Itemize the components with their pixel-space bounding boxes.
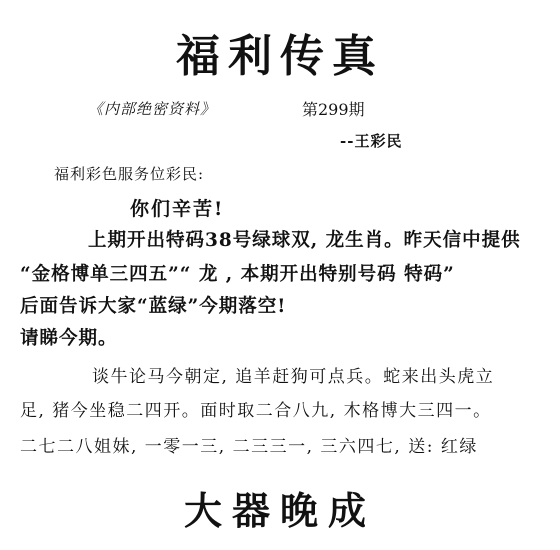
- greeting: 你们辛苦!: [130, 198, 225, 220]
- salutation: 福利彩色服务位彩民:: [54, 165, 205, 183]
- body-line-1: 上期开出特码38号绿球双, 龙生肖。昨天信中提供: [88, 230, 521, 251]
- poem-line-1: 谈牛论马今朝定, 追羊赶狗可点兵。蛇来出头虎立: [92, 367, 495, 387]
- poem-line-3: 二七二八姐妹, 一零一三, 二三三一, 三六四七, 送: 红绿: [20, 437, 478, 457]
- source-label: 《内部绝密资料》: [88, 100, 217, 118]
- body-line-3: 后面告诉大家“蓝绿”今期落空!: [20, 296, 287, 317]
- body-line-4: 请睇今期。: [20, 328, 118, 349]
- body-line-2: “金格博单三四五”“ 龙 , 本期开出特别号码 特码”: [20, 264, 455, 285]
- poem-line-2: 足, 猪今坐稳二四开。面时取二合八九, 木格博大三四一。: [20, 401, 492, 421]
- document-title: 福利传真: [176, 31, 384, 82]
- signer: --王彩民: [340, 132, 403, 150]
- closing-phrase: 大器晚成: [183, 488, 376, 533]
- issue-number: 第299期: [302, 100, 365, 119]
